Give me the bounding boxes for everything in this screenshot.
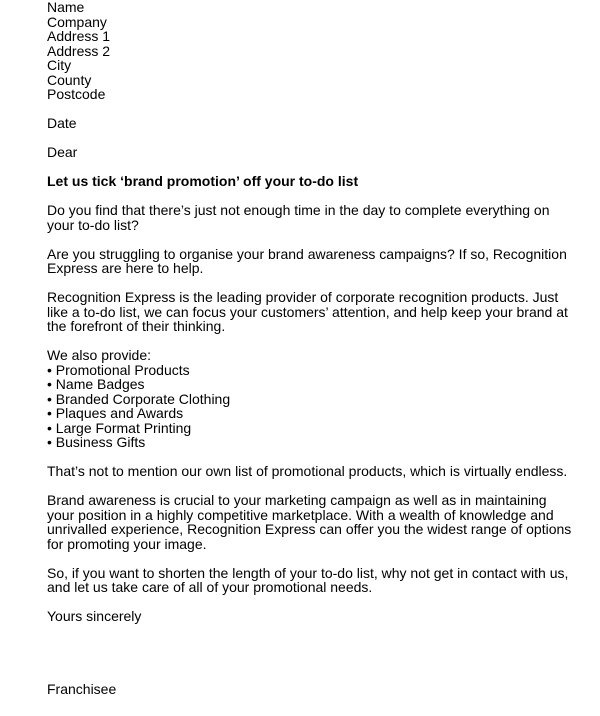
services-intro: We also provide: <box>47 347 152 363</box>
address-block <box>47 0 577 102</box>
services-section <box>47 348 577 450</box>
address-postcode: Postcode <box>47 86 106 102</box>
paragraph-7: So, if you want to shorten the length of your to-do list, why not get in contact with us, and let us take care of all of your promotional needs. <box>47 564 569 595</box>
service-item: • Large Format Printing <box>47 421 577 436</box>
service-item: • Branded Corporate Clothing <box>47 392 577 407</box>
date-line: Date <box>47 115 77 131</box>
letter-page <box>47 0 577 696</box>
address-company: Company <box>47 13 107 30</box>
paragraph-5: That’s not to mention our own list of promotional products, which is virtually endless. <box>47 463 568 479</box>
paragraph-2: Are you struggling to organise your brand awareness campaigns? If so, Recognition Express are here to help. <box>47 245 567 276</box>
paragraph-1: Do you find that there’s just not enough time in the day to complete everything on your to-do list? <box>47 202 550 233</box>
address-county: County <box>47 71 92 88</box>
address-line-1: Address 1 <box>47 28 111 44</box>
service-item: • Name Badges <box>47 377 577 392</box>
signature: Franchisee <box>47 680 117 697</box>
letter-heading: Let us tick ‘brand promotion’ off your to-do list <box>47 173 359 189</box>
services-list <box>47 363 577 450</box>
service-item: • Promotional Products <box>47 363 577 378</box>
address-name: Name <box>47 0 85 15</box>
service-item: • Business Gifts <box>47 435 577 450</box>
service-item: • Plaques and Awards <box>47 406 577 421</box>
address-line-2: Address 2 <box>47 42 111 59</box>
salutation: Dear <box>47 144 78 160</box>
paragraph-6: Brand awareness is crucial to your marketing campaign as well as in maintaining your position in a highly competitive marketplace. With a wealth of knowledge and unrivalled experience, Recognition Express can offer you the widest range of options for promoting your image. <box>47 492 572 552</box>
address-city: City <box>47 57 72 73</box>
closing: Yours sincerely <box>47 608 142 624</box>
paragraph-3: Recognition Express is the leading provider of corporate recognition products. Just like a to-do list, we can focus your customers’ attention, and help keep your brand at the forefront of their thinking. <box>47 289 568 334</box>
